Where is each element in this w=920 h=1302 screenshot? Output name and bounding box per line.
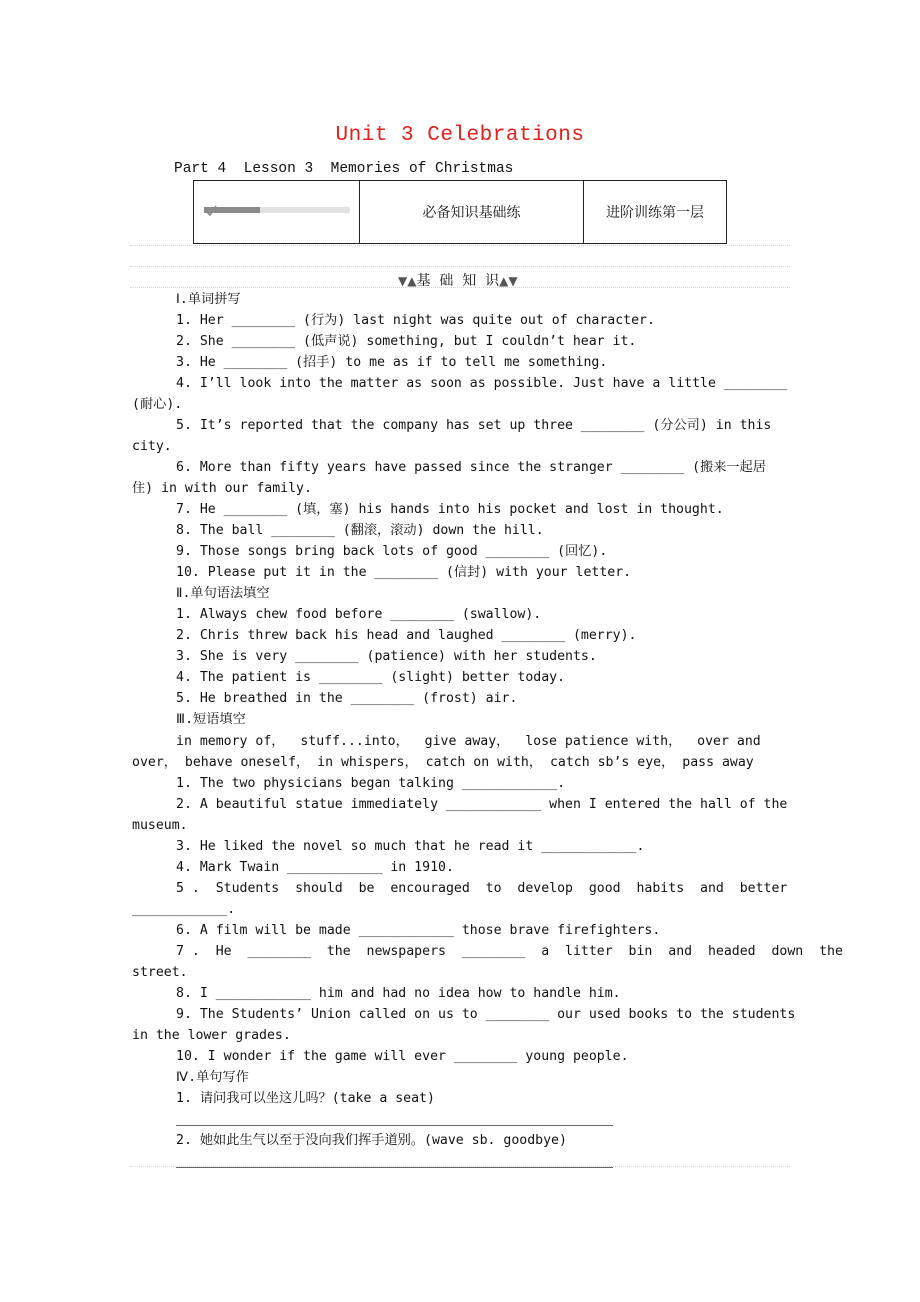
section-2-heading: Ⅱ.单句语法填空 bbox=[176, 586, 270, 601]
list-item: 8. The ball ________ (翻滚，滚动) down the hill. bbox=[176, 523, 544, 538]
phrase-bank: in memory of， stuff...into， give away， lose patience with， over and bbox=[176, 734, 761, 749]
banner-right-triangles-icon: ▲▼ bbox=[499, 274, 518, 288]
list-item-continuation: ____________. bbox=[132, 902, 236, 917]
list-item: 3. He liked the novel so much that he read it ____________. bbox=[176, 839, 645, 854]
list-item: 1. Her ________ (行为) last night was quite out of character. bbox=[176, 313, 655, 328]
list-item: 5 . Students should be encouraged to develop good habits and better bbox=[176, 881, 788, 896]
list-item: 7 . He ________ the newspapers ________ a litter bin and headed down the bbox=[176, 944, 843, 959]
list-item: 2. A beautiful statue immediately ____________ when I entered the hall of the bbox=[176, 797, 788, 812]
list-item: 1. Always chew food before ________ (swallow). bbox=[176, 607, 542, 622]
list-item: 4. The patient is ________ (slight) better today. bbox=[176, 670, 566, 685]
list-item: 1. 请问我可以坐这儿吗？(take a seat) bbox=[176, 1091, 435, 1106]
list-item-continuation: (耐心). bbox=[132, 397, 183, 412]
list-item: 6. A film will be made ____________ those brave firefighters. bbox=[176, 923, 661, 938]
section-4-heading: Ⅳ.单句写作 bbox=[176, 1070, 249, 1085]
list-item: 6. More than fifty years have passed since the stranger ________ (搬来一起居 bbox=[176, 460, 766, 475]
section-3-heading: Ⅲ.短语填空 bbox=[176, 712, 246, 727]
list-item-continuation: in the lower grades. bbox=[132, 1028, 291, 1043]
list-item: 2. Chris threw back his head and laughed ________ (merry). bbox=[176, 628, 637, 643]
section-1-heading: Ⅰ.单词拼写 bbox=[176, 292, 241, 307]
lesson-subtitle: Part 4 Lesson 3 Memories of Christmas bbox=[174, 161, 514, 177]
list-item: 2. 她如此生气以至于没向我们挥手道别。(wave sb. goodbye) bbox=[176, 1133, 567, 1148]
list-item: 5. It’s reported that the company has set up three ________ (分公司) in this bbox=[176, 418, 772, 433]
list-item-continuation: museum. bbox=[132, 818, 188, 833]
list-item: 4. I’ll look into the matter as soon as possible. Just have a little ________ bbox=[176, 376, 788, 391]
list-item: 1. The two physicians began talking ____________. bbox=[176, 776, 566, 791]
page-title: Unit 3 Celebrations bbox=[335, 124, 585, 147]
banner-label: 基 础 知 识 bbox=[416, 273, 500, 289]
list-item: 4. Mark Twain ____________ in 1910. bbox=[176, 860, 454, 875]
list-item: 9. Those songs bring back lots of good ________ (回忆). bbox=[176, 544, 608, 559]
list-item: 10. Please put it in the ________ (信封) with your letter. bbox=[176, 565, 632, 580]
list-item: 3. She is very ________ (patience) with her students. bbox=[176, 649, 597, 664]
header-table bbox=[193, 180, 727, 244]
progress-bar-icon bbox=[202, 203, 352, 217]
header-cell-advanced: 进阶训练第一层 bbox=[584, 181, 727, 244]
list-item: 2. She ________ (低声说) something, but I couldn’t hear it. bbox=[176, 334, 637, 349]
list-item: 7. He ________ (填，塞) his hands into his pocket and lost in thought. bbox=[176, 502, 724, 517]
list-item-continuation: 住) in with our family. bbox=[132, 481, 312, 496]
phrase-bank-continuation: over， behave oneself， in whispers， catch on with， catch sb’s eye， pass away bbox=[132, 755, 754, 770]
list-item-continuation: street. bbox=[132, 965, 188, 980]
list-item: 10. I wonder if the game will ever ________ young people. bbox=[176, 1049, 629, 1064]
header-logo-cell bbox=[194, 181, 360, 244]
list-item: 5. He breathed in the ________ (frost) air. bbox=[176, 691, 518, 706]
list-item-continuation: city. bbox=[132, 439, 172, 454]
list-item: 9. The Students’ Union called on us to ________ our used books to the students bbox=[176, 1007, 796, 1022]
list-item: 8. I ____________ him and had no idea how to handle him. bbox=[176, 986, 621, 1001]
header-cell-basic: 必备知识基础练 bbox=[360, 181, 584, 244]
list-item: 3. He ________ (招手) to me as if to tell me something. bbox=[176, 355, 608, 370]
banner-left-triangles-icon: ▼▲ bbox=[398, 274, 417, 288]
answer-line bbox=[176, 1125, 613, 1126]
answer-line bbox=[176, 1167, 613, 1168]
